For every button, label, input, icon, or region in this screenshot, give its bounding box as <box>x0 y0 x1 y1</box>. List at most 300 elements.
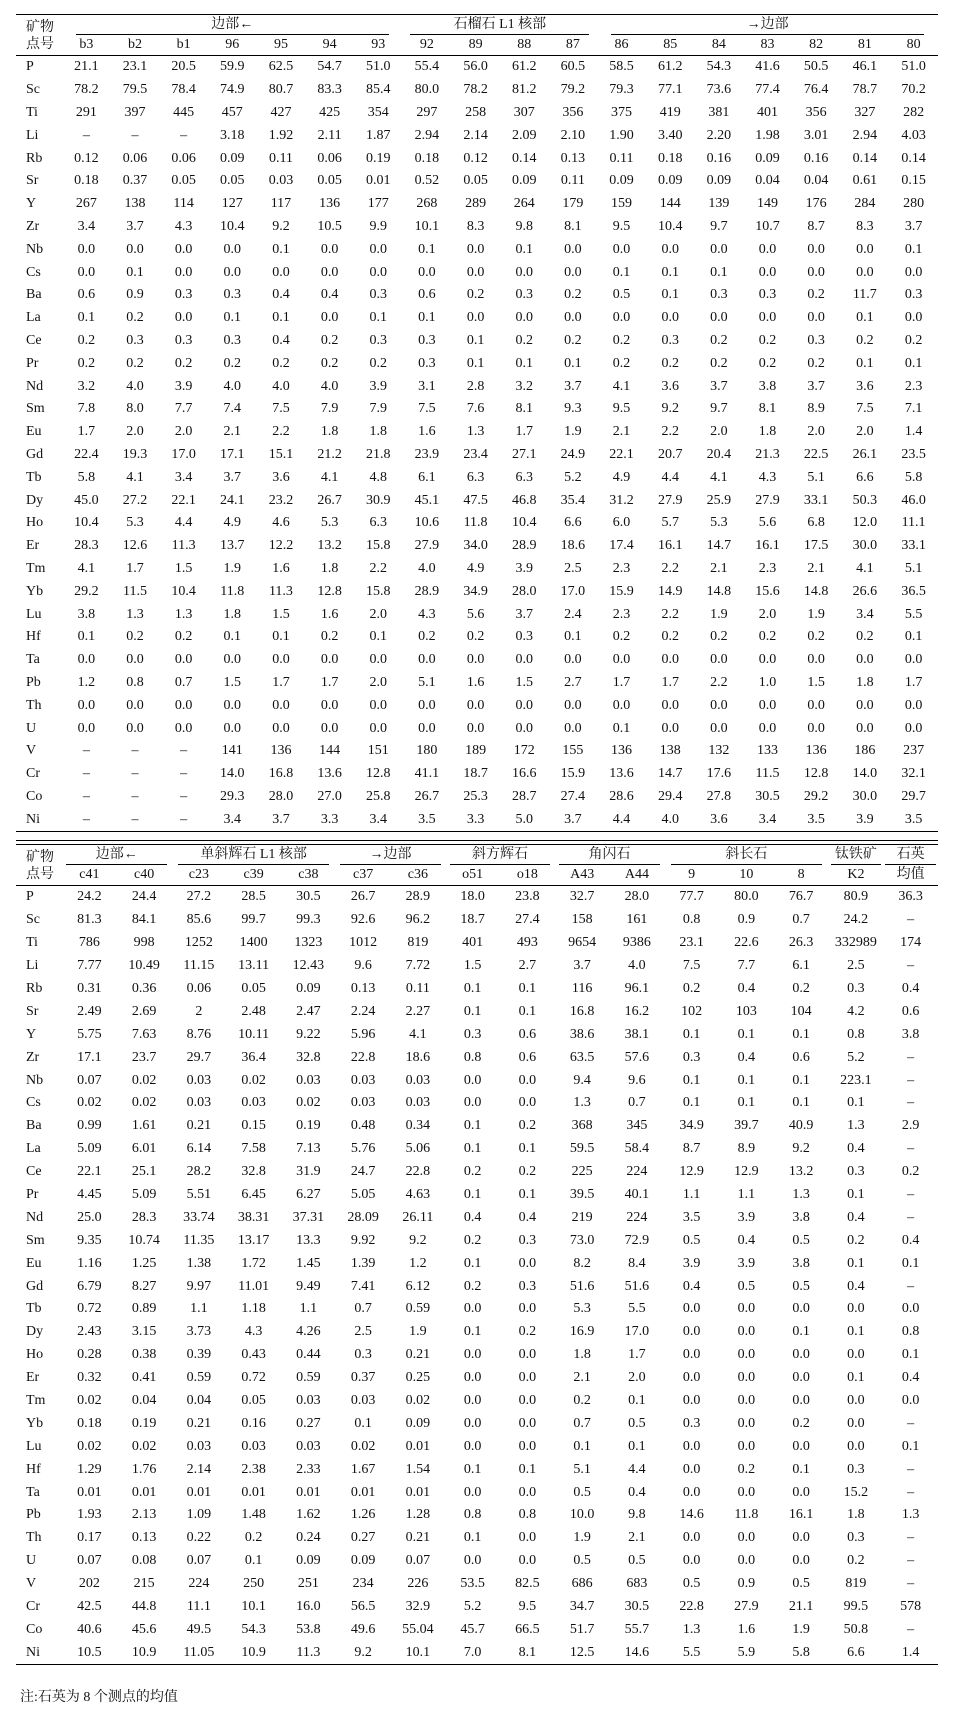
table-cell: 29.2 <box>803 788 829 804</box>
table-cell: 0.0 <box>737 1370 756 1386</box>
element-label: Nd <box>26 378 44 394</box>
mineral-group-header <box>403 15 598 36</box>
table-cell: 5.5 <box>628 1301 646 1317</box>
table-cell: 3.8 <box>758 378 777 394</box>
table-cell: 0.8 <box>126 674 144 690</box>
table-cell: 28.5 <box>241 889 266 905</box>
table-cell: 224 <box>626 1164 648 1180</box>
element-label: Dy <box>26 1324 44 1340</box>
table-cell: 0.0 <box>272 697 290 713</box>
element-label: Ta <box>26 652 40 668</box>
table-cell: 21.2 <box>317 446 342 462</box>
table-cell: 14.7 <box>657 766 683 782</box>
element-label: Lu <box>26 1438 42 1454</box>
table-cell: 0.2 <box>223 355 242 371</box>
element-label: Yb <box>26 583 44 599</box>
table-row <box>16 1596 938 1619</box>
table-cell: 2.0 <box>758 606 777 622</box>
table-cell: 0.3 <box>682 1049 701 1065</box>
table-cell: 0.0 <box>682 1393 701 1409</box>
mineral-group-header <box>597 15 938 36</box>
element-label: Dy <box>26 492 44 508</box>
table-cell: 16.8 <box>268 766 294 782</box>
table-cell: 0.7 <box>628 1095 646 1111</box>
table-cell: 27.9 <box>414 538 440 554</box>
table-cell: 0.02 <box>296 1095 321 1111</box>
table-cell: 0.8 <box>682 912 701 928</box>
element-label: P <box>26 889 34 905</box>
table-cell: 0.0 <box>463 1301 482 1317</box>
table-cell: 16.1 <box>788 1507 814 1523</box>
table-cell: 8.1 <box>518 1644 537 1660</box>
table-cell: 0.12 <box>74 150 99 166</box>
table-cell: 78.7 <box>852 82 878 98</box>
element-label: U <box>26 1553 37 1569</box>
table-cell: 26.7 <box>414 788 440 804</box>
table-cell: 0.1 <box>369 310 388 326</box>
table-cell: 0.0 <box>466 697 485 713</box>
table-cell: 219 <box>571 1209 593 1225</box>
table-cell: 1.9 <box>807 606 825 622</box>
table-cell: 6.27 <box>296 1187 321 1203</box>
table-cell: 457 <box>221 104 243 120</box>
table-cell: 0.2 <box>369 355 388 371</box>
table-cell: 1.25 <box>131 1255 157 1271</box>
table-cell: 0.04 <box>186 1393 212 1409</box>
table-row <box>16 444 938 467</box>
table-cell: 40.1 <box>624 1187 650 1203</box>
table-cell: 20.4 <box>706 446 732 462</box>
table-cell: 0.01 <box>131 1484 157 1500</box>
table-cell: – <box>907 1095 915 1111</box>
table-cell: 92.6 <box>350 912 376 928</box>
table-cell: 8.1 <box>515 401 533 417</box>
table-cell: 70.2 <box>901 82 926 98</box>
table-cell: 0.0 <box>77 697 96 713</box>
table-cell: 15.2 <box>843 1484 869 1500</box>
table-cell: 11.35 <box>183 1232 215 1248</box>
table-cell: 5.8 <box>792 1644 810 1660</box>
table-cell: 0.1 <box>710 264 728 280</box>
table-cell: 0.1 <box>682 1026 701 1042</box>
table-cell: 62.5 <box>268 59 294 75</box>
table-row <box>16 558 938 581</box>
table-cell: 0.41 <box>131 1370 157 1386</box>
element-label: Tb <box>26 1301 42 1317</box>
table-cell: 2.43 <box>77 1324 102 1340</box>
table-cell: 0.1 <box>901 1347 920 1363</box>
table-cell: 0.7 <box>174 674 193 690</box>
table-cell: 0.09 <box>296 1553 321 1569</box>
element-label: Cs <box>26 264 41 280</box>
table-row <box>16 740 938 763</box>
table-row <box>16 79 938 102</box>
table-cell: 78.2 <box>74 82 99 98</box>
table-cell: 0.0 <box>737 1553 756 1569</box>
table-cell: – <box>82 766 90 782</box>
table-cell: 291 <box>75 104 97 120</box>
table-cell: 0.0 <box>463 1370 482 1386</box>
table-cell: 9.5 <box>518 1599 537 1615</box>
table-cell: 55.4 <box>414 59 440 75</box>
table-cell: 22.5 <box>803 446 829 462</box>
table-cell: 3.1 <box>418 378 436 394</box>
table-cell: 0.2 <box>737 1461 756 1477</box>
table-cell: 368 <box>571 1118 593 1134</box>
table-cell: 5.09 <box>131 1187 157 1203</box>
table-cell: 0.06 <box>122 150 148 166</box>
mineral-header-row <box>16 15 938 36</box>
table-cell: 42.5 <box>77 1599 102 1615</box>
table-cell: 0.0 <box>807 241 825 257</box>
table-cell: 7.9 <box>320 401 339 417</box>
table-cell: 0.0 <box>463 1095 482 1111</box>
table-cell: 2.3 <box>612 606 631 622</box>
table-cell: 0.1 <box>573 1438 591 1454</box>
table-cell: 2.4 <box>564 606 582 622</box>
table-cell: 0.0 <box>807 652 825 668</box>
table-cell: 0.18 <box>657 150 683 166</box>
point-label: 点号 <box>16 35 62 56</box>
table-cell: 0.05 <box>220 173 245 189</box>
table-cell: 0.9 <box>126 287 144 303</box>
table-cell: 79.2 <box>560 82 586 98</box>
table-cell: 0.01 <box>350 1484 376 1500</box>
table-cell: 11.3 <box>268 583 293 599</box>
table-cell: 12.43 <box>292 958 325 974</box>
table-cell: 0.07 <box>186 1553 212 1569</box>
table-cell: 116 <box>571 981 593 996</box>
table-cell: 0.21 <box>405 1530 431 1546</box>
table-cell: 1.0 <box>758 674 777 690</box>
table-cell: 0.2 <box>904 332 923 348</box>
point-id: c23 <box>172 865 227 886</box>
table-cell: 39.7 <box>734 1118 759 1134</box>
table-cell: 24.7 <box>350 1164 376 1180</box>
mineral-group-label: 单斜辉石 L1 核部 <box>178 848 329 865</box>
table-cell: 1.6 <box>272 560 290 576</box>
table-cell: 0.01 <box>241 1484 266 1500</box>
table-cell: 30.0 <box>852 538 878 554</box>
table-cell: 4.4 <box>612 811 631 827</box>
table-row <box>16 1641 938 1664</box>
table-cell: 0.2 <box>758 355 777 371</box>
table-cell: 27.9 <box>755 492 780 508</box>
table-cell: 1.3 <box>466 424 485 440</box>
table-cell: 9386 <box>622 935 651 951</box>
table-cell: 21.1 <box>74 59 99 75</box>
table-cell: 79.5 <box>122 82 148 98</box>
table-cell: 23.5 <box>901 446 926 462</box>
table-cell: 127 <box>221 196 243 212</box>
table-cell: 7.5 <box>856 401 874 417</box>
table-cell: 14.8 <box>803 583 829 599</box>
table-row <box>16 932 938 955</box>
table-row <box>16 1092 938 1115</box>
table-cell: 96.2 <box>405 912 431 928</box>
table-cell: 0.0 <box>518 1438 537 1454</box>
table-cell: 1.7 <box>272 674 290 690</box>
table-cell: 3.8 <box>77 606 96 622</box>
table-cell: 284 <box>854 196 876 212</box>
mineral-group-header <box>829 845 884 866</box>
mineral-group-label: →边部 <box>340 848 441 865</box>
table-cell: 2.0 <box>628 1370 646 1386</box>
table-cell: 4.0 <box>320 378 339 394</box>
table-cell: 0.0 <box>904 264 923 280</box>
table-cell: 0.0 <box>518 1530 537 1546</box>
table-cell: 401 <box>757 104 779 120</box>
table-cell: 2.94 <box>852 127 878 143</box>
table-cell: 1.29 <box>77 1461 102 1477</box>
table-cell: 0.59 <box>186 1370 212 1386</box>
element-label: Hf <box>26 1461 41 1477</box>
table-cell: 0.0 <box>564 652 582 668</box>
table-cell: 10.74 <box>128 1232 160 1248</box>
mineral-group-header <box>172 845 336 866</box>
point-id: A44 <box>610 865 665 886</box>
element-label: Tm <box>26 1393 46 1409</box>
table-cell: 33.1 <box>803 492 829 508</box>
mineral-group-header <box>62 845 172 866</box>
element-label: Cr <box>26 1599 40 1615</box>
table-cell: 1.7 <box>77 424 96 440</box>
table-cell: 3.7 <box>126 218 144 234</box>
table-cell: 0.4 <box>272 332 290 348</box>
element-label: Sc <box>26 912 40 928</box>
table-cell: 23.2 <box>268 492 294 508</box>
table-cell: 133 <box>757 743 779 759</box>
table-cell: 3.8 <box>792 1255 810 1271</box>
table-cell: 0.0 <box>661 720 679 736</box>
table-row <box>16 421 938 444</box>
table-cell: 136 <box>270 743 292 759</box>
table-cell: 2.2 <box>661 560 679 576</box>
table-cell: 0.0 <box>272 652 290 668</box>
table-cell: 0.0 <box>320 720 339 736</box>
element-label: U <box>26 720 37 736</box>
table-cell: 5.5 <box>682 1644 701 1660</box>
table-cell: 0.6 <box>77 287 96 303</box>
table-row <box>16 1367 938 1390</box>
table-cell: 22.1 <box>609 446 634 462</box>
table-cell: 5.75 <box>77 1026 102 1042</box>
table-cell: 14.7 <box>706 538 732 554</box>
table-cell: 268 <box>416 196 438 212</box>
table-cell: 0.0 <box>77 652 96 668</box>
table-cell: 0.0 <box>758 310 777 326</box>
table-cell: 2.1 <box>628 1530 646 1546</box>
table-cell: 3.6 <box>272 469 290 485</box>
table-cell: 28.2 <box>186 1164 212 1180</box>
table-cell: 22.8 <box>679 1599 704 1615</box>
table-cell: 0.16 <box>803 150 829 166</box>
table-cell: 0.0 <box>758 241 777 257</box>
table-cell: 0.07 <box>405 1553 431 1569</box>
table-cell: 267 <box>75 196 97 212</box>
table-cell: 12.8 <box>317 583 342 599</box>
table-cell: 3.7 <box>564 811 582 827</box>
table-cell: 136 <box>611 743 633 759</box>
table-row <box>16 1229 938 1252</box>
table-cell: 0.1 <box>418 241 436 257</box>
table-cell: 0.19 <box>296 1118 321 1134</box>
table-cell: – <box>907 1072 915 1088</box>
element-label: Co <box>26 1621 43 1637</box>
table-cell: 0.09 <box>609 173 634 189</box>
table-cell: 5.1 <box>904 560 923 576</box>
table-cell: 56.0 <box>463 59 488 75</box>
table-cell: 45.0 <box>74 492 99 508</box>
table-cell: 3.9 <box>682 1255 701 1271</box>
table-cell: 0.06 <box>186 981 212 996</box>
table-cell: 1.90 <box>609 127 634 143</box>
table-cell: 9.6 <box>628 1072 646 1088</box>
table-cell: 1.18 <box>241 1301 266 1317</box>
element-label: La <box>26 310 41 326</box>
table-cell: 0.0 <box>515 697 533 713</box>
table-cell: 234 <box>352 1576 374 1592</box>
table-cell: 0.1 <box>847 1255 865 1271</box>
table-cell: 5.0 <box>515 811 533 827</box>
point-id: 94 <box>305 35 354 56</box>
table-cell: 0.7 <box>792 912 810 928</box>
point-label: 点号 <box>16 865 62 886</box>
table-cell: 3.9 <box>737 1209 756 1225</box>
table-cell: 0.1 <box>847 1095 865 1111</box>
table-cell: 0.3 <box>174 287 193 303</box>
table-cell: 4.3 <box>418 606 436 622</box>
table-row <box>16 330 938 353</box>
table-cell: 0.1 <box>272 629 290 645</box>
point-id: 84 <box>695 35 744 56</box>
table-cell: 11.1 <box>186 1599 211 1615</box>
table-row <box>16 1573 938 1596</box>
element-label: Pb <box>26 1507 41 1523</box>
table-row <box>16 147 938 170</box>
table-cell: 40.6 <box>77 1621 102 1637</box>
table-cell: 0.3 <box>847 1461 865 1477</box>
table-cell: 29.3 <box>220 788 245 804</box>
table-cell: 0.3 <box>223 287 242 303</box>
table-cell: 11.01 <box>238 1278 270 1294</box>
table-cell: 1.5 <box>515 674 533 690</box>
table-cell: 0.09 <box>350 1553 376 1569</box>
element-label: Rb <box>26 150 43 166</box>
table-cell: 45.6 <box>131 1621 157 1637</box>
table-cell: 3.7 <box>223 469 242 485</box>
table-cell: 1.6 <box>418 424 436 440</box>
element-label: Ce <box>26 332 42 348</box>
table-cell: 10.1 <box>405 1644 431 1660</box>
table-cell: 0.0 <box>515 264 533 280</box>
table-cell: 0.2 <box>463 1164 482 1180</box>
table-cell: 0.1 <box>904 629 923 645</box>
table-cell: 4.8 <box>369 469 388 485</box>
table-cell: 2.3 <box>758 560 777 576</box>
table-cell: 0.01 <box>296 1484 321 1500</box>
table-cell: 4.4 <box>174 515 193 531</box>
table-cell: 0.1 <box>856 310 874 326</box>
table-cell: 0.8 <box>518 1507 537 1523</box>
table-cell: 9.2 <box>409 1232 427 1248</box>
table-cell: 0.1 <box>77 629 96 645</box>
point-id: 96 <box>208 35 257 56</box>
table-cell: 37.31 <box>292 1209 325 1225</box>
table-cell: 10.4 <box>171 583 196 599</box>
table-cell: 0.0 <box>847 1415 865 1431</box>
table-cell: 12.9 <box>734 1164 759 1180</box>
table-cell: 13.2 <box>317 538 342 554</box>
table-cell: – <box>907 1553 915 1569</box>
table-cell: 0.16 <box>706 150 732 166</box>
table-cell: 0.0 <box>661 241 679 257</box>
table-cell: 3.7 <box>515 606 533 622</box>
table-cell: 78.2 <box>463 82 488 98</box>
table-cell: 2.9 <box>901 1118 920 1134</box>
table-cell: 0.37 <box>350 1370 376 1386</box>
table-cell: 22.1 <box>77 1164 102 1180</box>
table-cell: 39.5 <box>569 1187 595 1203</box>
table-cell: 25.9 <box>706 492 732 508</box>
table-cell: 0.0 <box>792 1484 810 1500</box>
table-cell: 16.1 <box>657 538 683 554</box>
table-cell: 0.2 <box>792 1415 810 1431</box>
mineral-group-label: 石榴石 L1 核部 <box>410 18 589 35</box>
mineral-group-label: 斜长石 <box>671 848 822 865</box>
table-cell: 0.0 <box>792 1393 810 1409</box>
table-cell: 0.0 <box>710 720 728 736</box>
table-cell: 0.11 <box>609 150 634 166</box>
table-cell: 4.0 <box>272 378 290 394</box>
table-row <box>16 1161 938 1184</box>
table-cell: 76.4 <box>803 82 829 98</box>
table-cell: 80.9 <box>843 889 869 905</box>
table-cell: 0.2 <box>463 1232 482 1248</box>
element-label: Er <box>26 1370 40 1386</box>
table-cell: 1.7 <box>661 674 679 690</box>
table-cell: 0.2 <box>847 1232 865 1248</box>
table-cell: 0.4 <box>901 981 920 996</box>
table-cell: 5.06 <box>405 1141 431 1157</box>
table-cell: 32.7 <box>569 889 595 905</box>
table-cell: 3.9 <box>515 560 533 576</box>
table-cell: 2.14 <box>186 1461 212 1477</box>
table-cell: 0.2 <box>77 332 96 348</box>
table-divider <box>16 840 938 841</box>
table-row <box>16 1527 938 1550</box>
table-cell: 7.8 <box>77 401 96 417</box>
table-cell: 6.12 <box>405 1278 431 1294</box>
table-cell: 0.0 <box>369 241 388 257</box>
table-cell: 73.6 <box>706 82 732 98</box>
table-cell: 0.0 <box>661 310 679 326</box>
table-cell: 1.72 <box>241 1255 266 1271</box>
table-cell: 24.2 <box>77 889 102 905</box>
table-cell: – <box>180 127 188 143</box>
table-cell: 1252 <box>184 935 213 951</box>
table-cell: 0.07 <box>77 1072 102 1088</box>
table-cell: 0.4 <box>320 287 339 303</box>
table-cell: 138 <box>659 743 681 759</box>
table-cell: 0.11 <box>268 150 293 166</box>
table-cell: 179 <box>562 196 584 212</box>
table-cell: 5.1 <box>573 1461 591 1477</box>
table-cell: 0.13 <box>560 150 586 166</box>
table-cell: 4.1 <box>612 378 631 394</box>
table-cell: 11.7 <box>852 287 877 303</box>
table-row <box>16 1412 938 1435</box>
